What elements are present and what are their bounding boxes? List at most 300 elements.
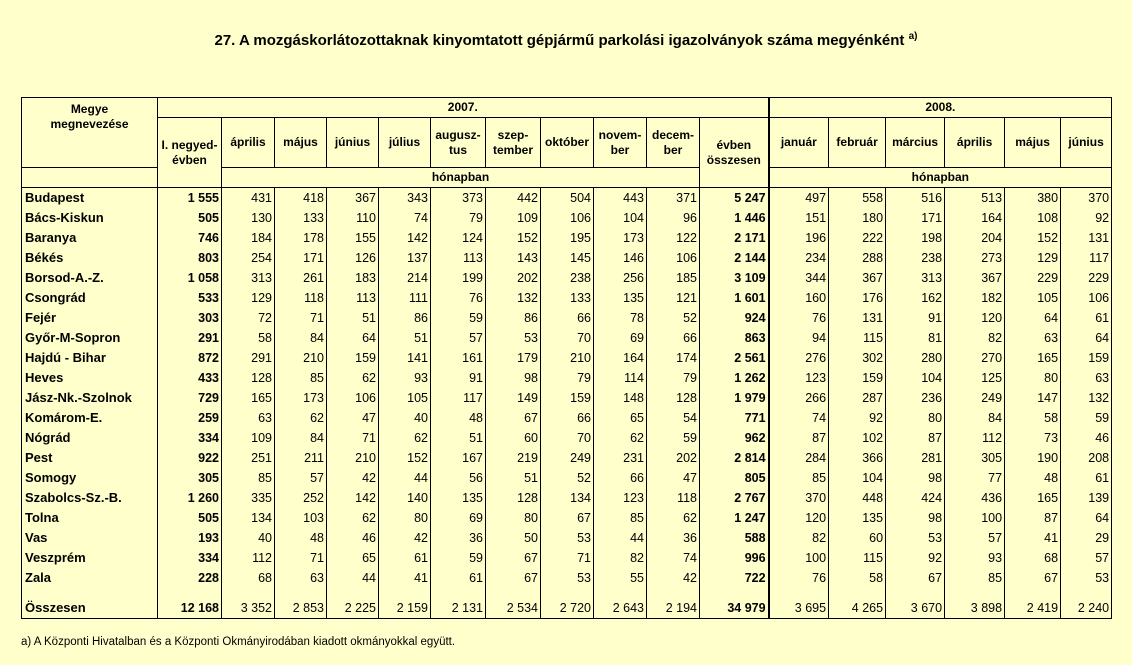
table-row xyxy=(22,408,1112,428)
year-total-cell: 2 767 xyxy=(700,488,769,508)
month-header-line: január xyxy=(780,135,817,149)
month-2007-cell: 46 xyxy=(327,528,379,548)
month-2008-cell: 448 xyxy=(829,488,886,508)
month-2008-cell: 64 xyxy=(1061,508,1112,528)
month-2007-cell: 148 xyxy=(594,388,647,408)
month-2008-cell: 98 xyxy=(886,508,945,528)
table-row xyxy=(22,188,1112,209)
month-2007-cell: 111 xyxy=(379,288,431,308)
month-2007-cell: 53 xyxy=(486,328,541,348)
month-2008-cell: 182 xyxy=(945,288,1005,308)
spacer-cell xyxy=(379,588,431,598)
month-2007-cell: 128 xyxy=(486,488,541,508)
month-2007-cell: 165 xyxy=(222,388,275,408)
month-2007-cell: 249 xyxy=(541,448,594,468)
month-2008-cell: 59 xyxy=(1061,408,1112,428)
month-2008-cell: 249 xyxy=(945,388,1005,408)
month-2007-cell: 79 xyxy=(431,208,486,228)
month-2007-cell: 109 xyxy=(486,208,541,228)
month-2007-cell: 167 xyxy=(431,448,486,468)
month-2008-cell: 165 xyxy=(1005,348,1061,368)
year-total-cell: 2 561 xyxy=(700,348,769,368)
month-2008-cell: 53 xyxy=(1061,568,1112,588)
month-2007-cell: 373 xyxy=(431,188,486,209)
year-total-cell: 1 262 xyxy=(700,368,769,388)
month-2007-cell: 59 xyxy=(431,548,486,568)
year-2007-header: 2007. xyxy=(158,98,769,118)
month-2007-cell: 82 xyxy=(594,548,647,568)
q1-cell: 259 xyxy=(158,408,222,428)
month-2007-cell: 132 xyxy=(486,288,541,308)
month-2007-cell: 70 xyxy=(541,428,594,448)
q1-cell: 228 xyxy=(158,568,222,588)
month-2007-cell: 84 xyxy=(275,428,327,448)
month-2008-cell: 120 xyxy=(945,308,1005,328)
month-2007-cell: 159 xyxy=(541,388,594,408)
month-2007-cell: 65 xyxy=(594,408,647,428)
month-2007-cell: 152 xyxy=(379,448,431,468)
month-2007-cell: 67 xyxy=(486,548,541,568)
month-2008-cell: 82 xyxy=(769,528,829,548)
month-2007-cell: 2 853 xyxy=(275,598,327,619)
month-2007-cell: 112 xyxy=(222,548,275,568)
month-2008-cell: 3 695 xyxy=(769,598,829,619)
month-2007-cell: 48 xyxy=(431,408,486,428)
month-2007-cell: 129 xyxy=(222,288,275,308)
county-name-cell: Borsod-A.-Z. xyxy=(22,268,158,288)
month-2007-cell: 291 xyxy=(222,348,275,368)
month-2008-cell: 125 xyxy=(945,368,1005,388)
month-2007-cell: 66 xyxy=(541,308,594,328)
month-2008-cell: 57 xyxy=(1061,548,1112,568)
month-2007-cell: 91 xyxy=(431,368,486,388)
month-2008-cell: 234 xyxy=(769,248,829,268)
month-2008-cell: 91 xyxy=(886,308,945,328)
month-2008-cell: 81 xyxy=(886,328,945,348)
month-2008-cell: 313 xyxy=(886,268,945,288)
month-2008-cell: 424 xyxy=(886,488,945,508)
month-2007-cell: 133 xyxy=(275,208,327,228)
month-2008-cell: 74 xyxy=(769,408,829,428)
month-2007-cell: 85 xyxy=(222,468,275,488)
year-total-cell: 2 144 xyxy=(700,248,769,268)
month-2007-cell: 179 xyxy=(486,348,541,368)
year-total-cell: 962 xyxy=(700,428,769,448)
month-2008-cell: 159 xyxy=(829,368,886,388)
month-2007-cell: 60 xyxy=(486,428,541,448)
year-total-header xyxy=(700,118,769,188)
month-2007-cell: 84 xyxy=(275,328,327,348)
month-2007-cell: 2 643 xyxy=(594,598,647,619)
month-2007-cell: 141 xyxy=(379,348,431,368)
month-2007-cell: 210 xyxy=(275,348,327,368)
month-2007-cell: 40 xyxy=(222,528,275,548)
month-header-line: ber xyxy=(663,142,683,157)
month-2008-cell: 132 xyxy=(1061,388,1112,408)
month-2007-cell: 41 xyxy=(379,568,431,588)
month-2008-cell: 58 xyxy=(829,568,886,588)
month-2008-cell: 76 xyxy=(769,568,829,588)
table-row xyxy=(22,528,1112,548)
month-2007-cell: 36 xyxy=(647,528,700,548)
month-2008-cell: 229 xyxy=(1061,268,1112,288)
month-2007-cell: 47 xyxy=(647,468,700,488)
month-2007-cell: 62 xyxy=(647,508,700,528)
month-header-line: augusz- xyxy=(435,127,481,142)
month-2008-cell: 558 xyxy=(829,188,886,209)
month-2007-cell: 53 xyxy=(541,528,594,548)
month-2007-cell: 214 xyxy=(379,268,431,288)
q1-cell: 505 xyxy=(158,208,222,228)
month-2007-cell: 69 xyxy=(431,508,486,528)
month-2007-cell: 66 xyxy=(647,328,700,348)
unit-2007-header: hónapban xyxy=(222,168,700,188)
month-2007-cell: 65 xyxy=(327,548,379,568)
month-2007-cell: 104 xyxy=(594,208,647,228)
month-2008-cell: 4 265 xyxy=(829,598,886,619)
month-2007-cell: 210 xyxy=(541,348,594,368)
month-header xyxy=(594,118,647,168)
month-2008-cell: 41 xyxy=(1005,528,1061,548)
month-2007-cell: 134 xyxy=(541,488,594,508)
month-2007-cell: 80 xyxy=(379,508,431,528)
month-2007-cell: 71 xyxy=(327,428,379,448)
month-2008-cell: 151 xyxy=(769,208,829,228)
table-row xyxy=(22,268,1112,288)
month-2007-cell: 64 xyxy=(327,328,379,348)
month-2008-cell: 2 240 xyxy=(1061,598,1112,619)
year-total-cell: 5 247 xyxy=(700,188,769,209)
month-2007-cell: 61 xyxy=(379,548,431,568)
month-2007-cell: 117 xyxy=(431,388,486,408)
month-2008-cell: 48 xyxy=(1005,468,1061,488)
q1-cell: 305 xyxy=(158,468,222,488)
county-name-cell: Budapest xyxy=(22,188,158,209)
month-2007-cell: 66 xyxy=(541,408,594,428)
table-title xyxy=(0,31,1132,49)
month-2008-cell: 159 xyxy=(1061,348,1112,368)
month-2008-cell: 370 xyxy=(1061,188,1112,209)
month-2007-cell: 113 xyxy=(327,288,379,308)
month-2007-cell: 261 xyxy=(275,268,327,288)
month-2007-cell: 40 xyxy=(379,408,431,428)
month-2007-cell: 62 xyxy=(327,368,379,388)
month-2008-cell: 73 xyxy=(1005,428,1061,448)
month-2008-cell: 93 xyxy=(945,548,1005,568)
month-header-line: július xyxy=(388,135,421,149)
month-2007-cell: 59 xyxy=(431,308,486,328)
month-2007-cell: 44 xyxy=(594,528,647,548)
month-2007-cell: 251 xyxy=(222,448,275,468)
year-total-header-line-1: évben xyxy=(716,137,752,152)
month-2008-cell: 302 xyxy=(829,348,886,368)
month-2007-cell: 53 xyxy=(541,568,594,588)
q1-cell: 193 xyxy=(158,528,222,548)
month-2008-cell: 64 xyxy=(1005,308,1061,328)
month-2008-cell: 131 xyxy=(1061,228,1112,248)
month-header xyxy=(327,118,379,168)
month-2007-cell: 96 xyxy=(647,208,700,228)
month-2007-cell: 504 xyxy=(541,188,594,209)
spacer-cell xyxy=(829,588,886,598)
month-2007-cell: 210 xyxy=(327,448,379,468)
year-total-cell: 2 814 xyxy=(700,448,769,468)
month-2007-cell: 47 xyxy=(327,408,379,428)
month-2007-cell: 78 xyxy=(594,308,647,328)
month-2008-cell: 344 xyxy=(769,268,829,288)
county-header-line-1: Megye xyxy=(70,102,109,116)
month-2007-cell: 195 xyxy=(541,228,594,248)
month-header-line: tember xyxy=(492,142,533,157)
month-2007-cell: 98 xyxy=(486,368,541,388)
month-header xyxy=(769,118,829,168)
table-row xyxy=(22,468,1112,488)
year-2008-header: 2008. xyxy=(769,98,1112,118)
month-2008-cell: 370 xyxy=(769,488,829,508)
month-2007-cell: 155 xyxy=(327,228,379,248)
month-header xyxy=(541,118,594,168)
month-2007-cell: 85 xyxy=(275,368,327,388)
month-header xyxy=(1061,118,1112,168)
month-2007-cell: 161 xyxy=(431,348,486,368)
month-2007-cell: 67 xyxy=(541,508,594,528)
month-2008-cell: 436 xyxy=(945,488,1005,508)
month-2008-cell: 92 xyxy=(829,408,886,428)
month-2007-cell: 371 xyxy=(647,188,700,209)
month-2007-cell: 63 xyxy=(275,568,327,588)
month-2007-cell: 367 xyxy=(327,188,379,209)
q1-cell: 803 xyxy=(158,248,222,268)
county-name-cell: Heves xyxy=(22,368,158,388)
month-2008-cell: 80 xyxy=(1005,368,1061,388)
month-2007-cell: 80 xyxy=(486,508,541,528)
year-total-cell: 1 446 xyxy=(700,208,769,228)
year-total-cell: 1 979 xyxy=(700,388,769,408)
month-2007-cell: 254 xyxy=(222,248,275,268)
year-total-cell: 1 601 xyxy=(700,288,769,308)
month-header-line: novem- xyxy=(598,127,642,142)
table-row xyxy=(22,488,1112,508)
year-total-cell: 805 xyxy=(700,468,769,488)
q1-cell: 334 xyxy=(158,548,222,568)
month-2008-cell: 46 xyxy=(1061,428,1112,448)
month-2007-cell: 71 xyxy=(275,308,327,328)
month-2008-cell: 61 xyxy=(1061,468,1112,488)
month-2008-cell: 190 xyxy=(1005,448,1061,468)
month-2008-cell: 123 xyxy=(769,368,829,388)
county-name-cell: Veszprém xyxy=(22,548,158,568)
month-2007-cell: 93 xyxy=(379,368,431,388)
month-2007-cell: 122 xyxy=(647,228,700,248)
month-header xyxy=(486,118,541,168)
month-2007-cell: 52 xyxy=(647,308,700,328)
table-row xyxy=(22,568,1112,588)
month-2007-cell: 185 xyxy=(647,268,700,288)
month-2007-cell: 62 xyxy=(594,428,647,448)
county-name-cell: Pest xyxy=(22,448,158,468)
q1-cell: 433 xyxy=(158,368,222,388)
month-2008-cell: 29 xyxy=(1061,528,1112,548)
month-2007-cell: 86 xyxy=(486,308,541,328)
month-2008-cell: 180 xyxy=(829,208,886,228)
month-2007-cell: 105 xyxy=(379,388,431,408)
month-2008-cell: 367 xyxy=(945,268,1005,288)
month-2007-cell: 159 xyxy=(327,348,379,368)
year-total-cell: 1 247 xyxy=(700,508,769,528)
month-2007-cell: 86 xyxy=(379,308,431,328)
month-2007-cell: 55 xyxy=(594,568,647,588)
county-name-cell: Vas xyxy=(22,528,158,548)
month-2007-cell: 171 xyxy=(275,248,327,268)
year-total-cell: 863 xyxy=(700,328,769,348)
month-2008-cell: 176 xyxy=(829,288,886,308)
month-header xyxy=(275,118,327,168)
month-2007-cell: 173 xyxy=(594,228,647,248)
month-2007-cell: 134 xyxy=(222,508,275,528)
month-2008-cell: 516 xyxy=(886,188,945,209)
q1-cell: 334 xyxy=(158,428,222,448)
month-2008-cell: 305 xyxy=(945,448,1005,468)
month-2007-cell: 51 xyxy=(379,328,431,348)
month-2007-cell: 79 xyxy=(541,368,594,388)
q1-cell: 533 xyxy=(158,288,222,308)
month-2008-cell: 171 xyxy=(886,208,945,228)
month-2007-cell: 313 xyxy=(222,268,275,288)
month-2007-cell: 2 194 xyxy=(647,598,700,619)
month-2008-cell: 112 xyxy=(945,428,1005,448)
month-2007-cell: 3 352 xyxy=(222,598,275,619)
year-total-cell: 3 109 xyxy=(700,268,769,288)
month-2007-cell: 238 xyxy=(541,268,594,288)
month-2007-cell: 72 xyxy=(222,308,275,328)
month-2007-cell: 66 xyxy=(594,468,647,488)
q1-cell: 1 058 xyxy=(158,268,222,288)
month-2007-cell: 42 xyxy=(327,468,379,488)
month-2007-cell: 74 xyxy=(379,208,431,228)
month-2008-cell: 366 xyxy=(829,448,886,468)
month-2007-cell: 137 xyxy=(379,248,431,268)
year-total-header-line-2: összesen xyxy=(706,152,761,167)
month-2007-cell: 143 xyxy=(486,248,541,268)
month-2007-cell: 2 159 xyxy=(379,598,431,619)
county-name-cell: Hajdú - Bihar xyxy=(22,348,158,368)
month-header-line: március xyxy=(892,135,939,149)
month-2007-cell: 48 xyxy=(275,528,327,548)
month-2008-cell: 276 xyxy=(769,348,829,368)
month-2008-cell: 208 xyxy=(1061,448,1112,468)
month-2008-cell: 117 xyxy=(1061,248,1112,268)
month-2007-cell: 135 xyxy=(431,488,486,508)
county-name-cell: Csongrád xyxy=(22,288,158,308)
month-2008-cell: 3 670 xyxy=(886,598,945,619)
month-2008-cell: 280 xyxy=(886,348,945,368)
county-name-cell: Fejér xyxy=(22,308,158,328)
spacer-cell xyxy=(327,588,379,598)
month-2008-cell: 160 xyxy=(769,288,829,308)
table-title-text: 27. A mozgáskorlátozottaknak kinyomtatott gépjármű parkolási igazolványok száma megyénként xyxy=(214,32,905,49)
month-2008-cell: 106 xyxy=(1061,288,1112,308)
spacer-cell xyxy=(647,588,700,598)
month-2007-cell: 106 xyxy=(541,208,594,228)
month-2007-cell: 121 xyxy=(647,288,700,308)
month-2007-cell: 106 xyxy=(647,248,700,268)
q1-cell: 303 xyxy=(158,308,222,328)
month-2007-cell: 51 xyxy=(431,428,486,448)
month-header-line: február xyxy=(836,135,878,149)
spacer-cell xyxy=(431,588,486,598)
county-name-cell: Nógrád xyxy=(22,428,158,448)
month-2008-cell: 108 xyxy=(1005,208,1061,228)
month-2007-cell: 114 xyxy=(594,368,647,388)
month-2008-cell: 129 xyxy=(1005,248,1061,268)
month-2008-cell: 82 xyxy=(945,328,1005,348)
month-2007-cell: 128 xyxy=(222,368,275,388)
year-total-cell: 588 xyxy=(700,528,769,548)
spacer-cell xyxy=(486,588,541,598)
month-2007-cell: 74 xyxy=(647,548,700,568)
month-2007-cell: 126 xyxy=(327,248,379,268)
month-2008-cell: 152 xyxy=(1005,228,1061,248)
q1-cell: 12 168 xyxy=(158,598,222,619)
month-2007-cell: 142 xyxy=(327,488,379,508)
county-name-cell: Zala xyxy=(22,568,158,588)
month-2007-cell: 202 xyxy=(647,448,700,468)
month-2008-cell: 60 xyxy=(829,528,886,548)
month-2008-cell: 94 xyxy=(769,328,829,348)
month-2007-cell: 44 xyxy=(327,568,379,588)
month-2007-cell: 146 xyxy=(594,248,647,268)
month-2008-cell: 284 xyxy=(769,448,829,468)
unit-2008-header: hónapban xyxy=(769,168,1112,188)
month-header-line: tus xyxy=(449,142,467,157)
month-header-line: október xyxy=(544,135,589,149)
month-2007-cell: 103 xyxy=(275,508,327,528)
month-2008-cell: 53 xyxy=(886,528,945,548)
month-2007-cell: 58 xyxy=(222,328,275,348)
month-2007-cell: 2 225 xyxy=(327,598,379,619)
month-2007-cell: 149 xyxy=(486,388,541,408)
table-row xyxy=(22,228,1112,248)
month-2008-cell: 104 xyxy=(886,368,945,388)
month-2007-cell: 164 xyxy=(594,348,647,368)
month-2007-cell: 61 xyxy=(431,568,486,588)
footnote-marker: a) xyxy=(908,31,918,42)
q1-header xyxy=(158,118,222,188)
month-2008-cell: 92 xyxy=(886,548,945,568)
month-2007-cell: 202 xyxy=(486,268,541,288)
county-header-line-2: megnevezése xyxy=(50,117,129,131)
spacer-cell xyxy=(945,588,1005,598)
month-2007-cell: 54 xyxy=(647,408,700,428)
month-2007-cell: 69 xyxy=(594,328,647,348)
month-2007-cell: 76 xyxy=(431,288,486,308)
month-2008-cell: 287 xyxy=(829,388,886,408)
spacer-cell xyxy=(1061,588,1112,598)
month-2007-cell: 44 xyxy=(379,468,431,488)
month-2008-cell: 61 xyxy=(1061,308,1112,328)
month-2007-cell: 118 xyxy=(647,488,700,508)
table-row xyxy=(22,328,1112,348)
table-row xyxy=(22,448,1112,468)
month-2007-cell: 57 xyxy=(275,468,327,488)
month-2007-cell: 135 xyxy=(594,288,647,308)
total-row xyxy=(22,598,1112,619)
month-2008-cell: 85 xyxy=(769,468,829,488)
county-name-cell: Győr-M-Sopron xyxy=(22,328,158,348)
month-2007-cell: 211 xyxy=(275,448,327,468)
month-2007-cell: 418 xyxy=(275,188,327,209)
table-row xyxy=(22,248,1112,268)
